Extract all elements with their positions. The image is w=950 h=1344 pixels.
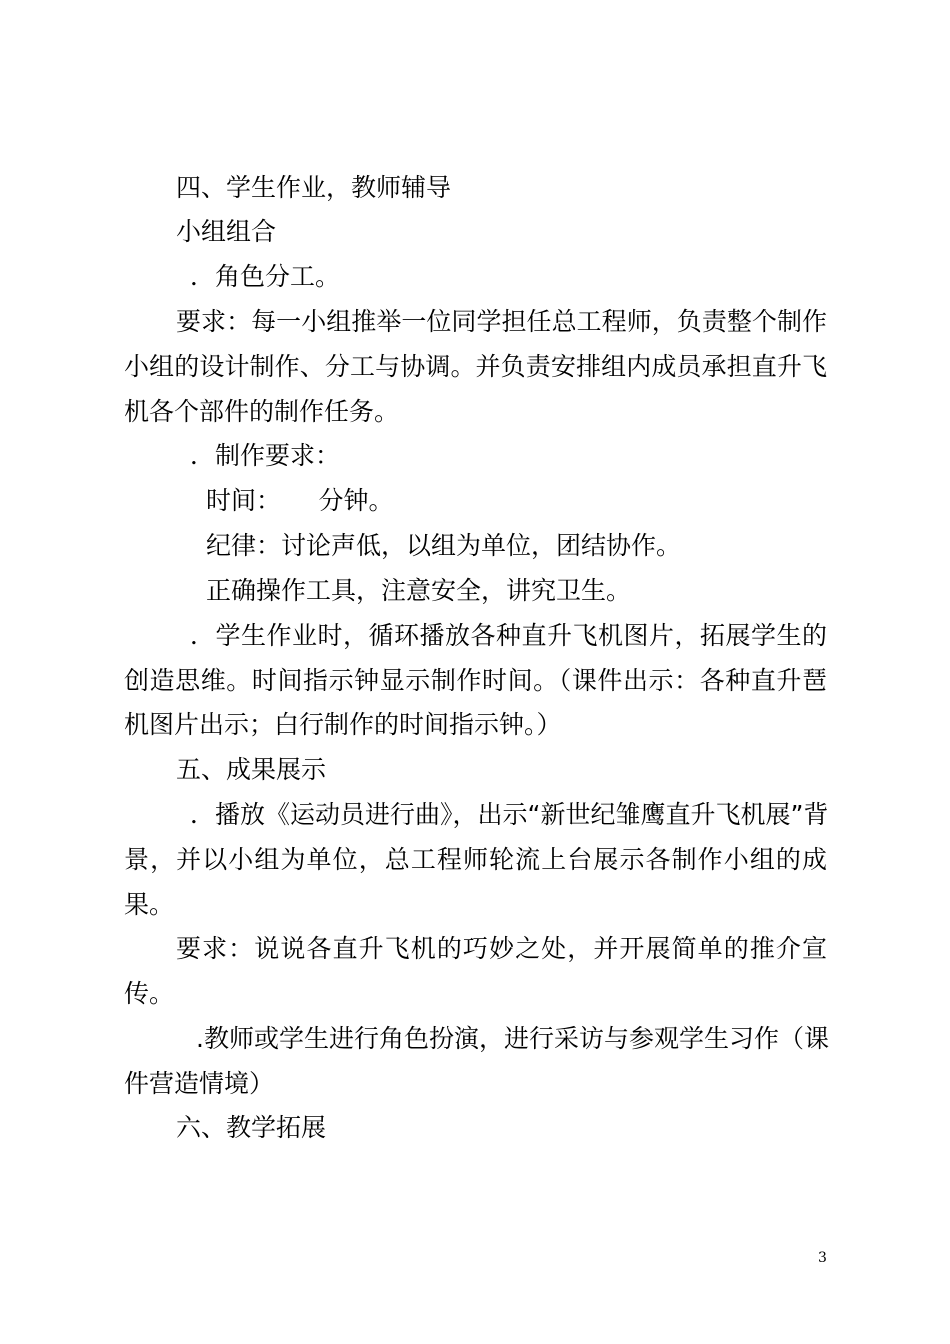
paragraph-line: 要求：说说各直升飞机的巧妙之处，并开展简单的推介宣 xyxy=(176,934,827,963)
paragraph-line: 机图片出示；白行制作的时间指示钟。） xyxy=(124,710,562,739)
page-number: 3 xyxy=(818,1250,827,1266)
paragraph-line: 小组组合 xyxy=(176,217,277,246)
paragraph-line: ．学生作业时，循环播放各种直升飞机图片，拓展学生的 xyxy=(190,621,827,650)
paragraph-line: ．播放《运动员进行曲》，出示“新世纪雏鹰直升飞机展”背 xyxy=(190,800,829,829)
paragraph-line: 机各个部件的制作任务。 xyxy=(124,397,400,426)
paragraph-line: ．角色分工。 xyxy=(190,262,341,291)
paragraph-line: 件营造情境） xyxy=(124,1069,275,1098)
paragraph-line: 正确操作工具，注意安全，讲究卫生。 xyxy=(206,576,632,605)
section-heading-4: 四、学生作业，教师辅导 xyxy=(176,173,452,202)
paragraph-line: 小组的设计制作、分工与协调。并负责安排组内成员承担直升飞 xyxy=(124,352,827,381)
paragraph-line: .教师或学生进行角色扮演，进行采访与参观学生习作（课 xyxy=(196,1024,829,1053)
paragraph-line: 传。 xyxy=(124,979,175,1008)
paragraph-line: 果。 xyxy=(124,890,175,919)
paragraph-line: 要求：每一小组推举一位同学担任总工程师，负责整个制作 xyxy=(176,307,827,336)
section-heading-5: 五、成果展示 xyxy=(176,755,327,784)
paragraph-line: 创造思维。时间指示钟显示制作时间。（课件出示：各种直升琶 xyxy=(124,666,827,695)
paragraph-line: ．制作要求： xyxy=(190,441,341,470)
section-heading-6: 六、教学拓展 xyxy=(176,1113,327,1142)
paragraph-line: 纪律：讨论声低，以组为单位，团结协作。 xyxy=(206,531,682,560)
paragraph-line: 景，并以小组为单位，总工程师轮流上台展示各制作小组的成 xyxy=(124,845,827,874)
paragraph-line: 时间： 分钟。 xyxy=(206,486,394,515)
